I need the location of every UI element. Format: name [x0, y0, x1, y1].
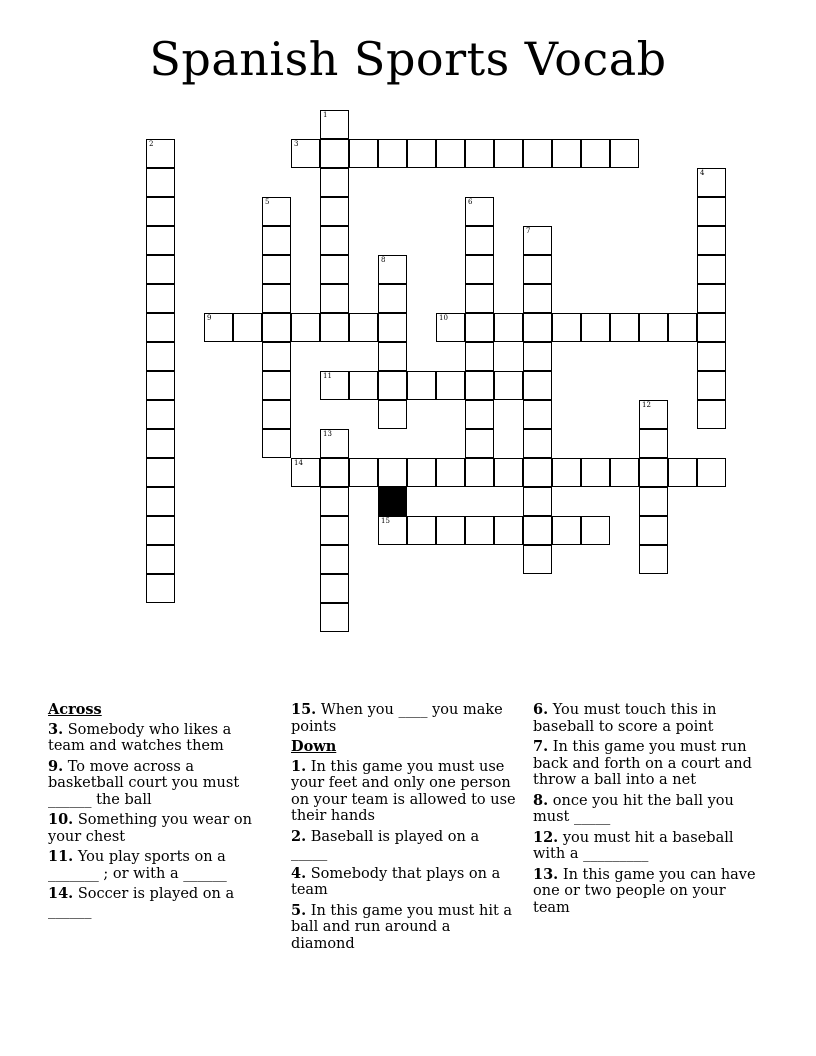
clue-number: 12.	[533, 828, 559, 846]
grid-cell[interactable]	[639, 458, 668, 487]
grid-cell[interactable]	[697, 226, 726, 255]
grid-cell[interactable]	[523, 516, 552, 545]
clue-number: 13.	[533, 865, 559, 883]
cell-number: 6	[468, 198, 473, 206]
grid-cell[interactable]	[146, 516, 175, 545]
grid-cell[interactable]	[697, 255, 726, 284]
grid-cell[interactable]	[146, 371, 175, 400]
grid-cell[interactable]	[320, 487, 349, 516]
grid-cell[interactable]	[378, 400, 407, 429]
grid-cell[interactable]	[378, 139, 407, 168]
clues-column-2	[291, 702, 517, 956]
clue-text: Something you wear on your chest	[48, 812, 252, 845]
grid-cell[interactable]	[523, 139, 552, 168]
grid-cell[interactable]	[320, 284, 349, 313]
cell-number: 5	[265, 198, 270, 206]
across-clue-3	[48, 722, 270, 755]
grid-cell[interactable]	[146, 342, 175, 371]
across-clue-10	[48, 812, 270, 845]
grid-cell[interactable]	[465, 458, 494, 487]
grid-cell[interactable]	[494, 139, 523, 168]
grid-cell[interactable]	[378, 516, 407, 545]
clue-number: 5.	[291, 901, 307, 919]
grid-cell[interactable]	[523, 400, 552, 429]
grid-cell[interactable]	[262, 342, 291, 371]
clue-number: 6.	[533, 701, 549, 718]
grid-cell[interactable]	[697, 168, 726, 197]
grid-cell[interactable]	[146, 313, 175, 342]
grid-cell[interactable]	[552, 516, 581, 545]
down-clue-2	[291, 829, 517, 862]
cell-number: 12	[642, 401, 651, 409]
grid-cell[interactable]	[233, 313, 262, 342]
grid-cell[interactable]	[378, 458, 407, 487]
black-cell	[378, 487, 407, 516]
cell-number: 7	[526, 227, 531, 235]
grid-cell[interactable]	[146, 226, 175, 255]
grid-cell[interactable]	[407, 139, 436, 168]
across-clue-15	[291, 702, 517, 735]
grid-cell[interactable]	[523, 226, 552, 255]
clue-number: 3.	[48, 720, 64, 738]
grid-cell[interactable]	[639, 487, 668, 516]
down-clue-5	[291, 903, 517, 953]
grid-cell[interactable]	[146, 400, 175, 429]
clue-text: In this game you can have one or two people on your team	[533, 866, 756, 916]
cell-number: 15	[381, 517, 390, 525]
grid-cell[interactable]	[378, 342, 407, 371]
grid-cell[interactable]	[523, 371, 552, 400]
grid-cell[interactable]	[494, 371, 523, 400]
clues-column-1	[48, 702, 270, 923]
grid-cell[interactable]	[436, 139, 465, 168]
grid-cell[interactable]	[146, 574, 175, 603]
grid-cell[interactable]	[378, 255, 407, 284]
across-clue-9	[48, 759, 270, 809]
grid-cell[interactable]	[494, 458, 523, 487]
down-clue-6	[533, 702, 759, 735]
grid-cell[interactable]	[262, 429, 291, 458]
grid-cell[interactable]	[320, 313, 349, 342]
grid-cell[interactable]	[697, 313, 726, 342]
cell-number: 2	[149, 140, 154, 148]
grid-cell[interactable]	[262, 371, 291, 400]
grid-cell[interactable]	[436, 313, 465, 342]
grid-cell[interactable]	[146, 284, 175, 313]
grid-cell[interactable]	[697, 458, 726, 487]
grid-cell[interactable]	[581, 516, 610, 545]
down-clue-7	[533, 739, 759, 789]
clue-text: Baseball is played on a _____	[291, 828, 480, 861]
grid-cell[interactable]	[610, 139, 639, 168]
clue-text: When you ____ you make points	[291, 702, 503, 735]
grid-cell[interactable]	[349, 313, 378, 342]
grid-cell[interactable]	[552, 458, 581, 487]
grid-cell[interactable]	[465, 400, 494, 429]
grid-cell[interactable]	[639, 545, 668, 574]
clue-number: 11.	[48, 848, 74, 865]
grid-cell[interactable]	[465, 516, 494, 545]
grid-cell[interactable]	[523, 342, 552, 371]
grid-cell[interactable]	[639, 400, 668, 429]
clue-text: Somebody that plays on a team	[291, 865, 501, 898]
grid-cell[interactable]	[494, 516, 523, 545]
grid-cell[interactable]	[581, 458, 610, 487]
grid-cell[interactable]	[523, 429, 552, 458]
grid-cell[interactable]	[291, 458, 320, 487]
grid-cell[interactable]	[465, 139, 494, 168]
grid-cell[interactable]	[581, 313, 610, 342]
grid-cell[interactable]	[146, 458, 175, 487]
clue-number: 4.	[291, 864, 307, 882]
down-heading: Down	[291, 738, 337, 755]
grid-cell[interactable]	[465, 342, 494, 371]
clue-number: 2.	[291, 827, 307, 845]
clue-number: 10.	[48, 811, 74, 828]
grid-cell[interactable]	[552, 139, 581, 168]
grid-cell[interactable]	[262, 400, 291, 429]
grid-cell[interactable]	[320, 429, 349, 458]
grid-cell[interactable]	[697, 342, 726, 371]
grid-cell[interactable]	[697, 197, 726, 226]
grid-cell[interactable]	[146, 429, 175, 458]
clue-text: In this game you must run back and forth on a court and throw a ball into a net	[533, 739, 752, 788]
grid-cell[interactable]	[146, 197, 175, 226]
down-clue-4	[291, 866, 517, 899]
cell-number: 13	[323, 430, 332, 438]
grid-cell[interactable]	[349, 139, 378, 168]
grid-cell[interactable]	[204, 313, 233, 342]
clue-number: 8.	[533, 791, 549, 809]
cell-number: 9	[207, 314, 212, 322]
clue-text: In this game you must hit a ball and run around a diamond	[291, 902, 513, 952]
cell-number: 8	[381, 256, 386, 264]
grid-cell[interactable]	[262, 197, 291, 226]
cell-number: 10	[439, 314, 448, 322]
grid-cell[interactable]	[436, 458, 465, 487]
grid-cell[interactable]	[291, 139, 320, 168]
grid-cell[interactable]	[320, 110, 349, 139]
grid-cell[interactable]	[436, 516, 465, 545]
grid-cell[interactable]	[320, 371, 349, 400]
grid-cell[interactable]	[581, 139, 610, 168]
grid-cell[interactable]	[320, 516, 349, 545]
grid-cell[interactable]	[320, 458, 349, 487]
grid-cell[interactable]	[639, 429, 668, 458]
grid-cell[interactable]	[697, 400, 726, 429]
grid-cell[interactable]	[378, 371, 407, 400]
grid-cell[interactable]	[668, 458, 697, 487]
clue-text: To move across a basketball court you must ______ the ball	[48, 758, 240, 808]
across-clue-11	[48, 849, 270, 882]
grid-cell[interactable]	[523, 545, 552, 574]
clue-text: you must hit a baseball with a _________	[533, 829, 734, 862]
cell-number: 3	[294, 140, 299, 148]
clue-text: You must touch this in baseball to score a point	[533, 702, 717, 735]
across-clue-14	[48, 886, 270, 919]
clue-number: 15.	[291, 701, 317, 718]
grid-cell[interactable]	[262, 226, 291, 255]
clue-text: Soccer is played on a ______	[48, 886, 235, 919]
cell-number: 1	[323, 111, 328, 119]
grid-cell[interactable]	[146, 168, 175, 197]
down-clue-13	[533, 867, 759, 917]
grid-cell[interactable]	[494, 313, 523, 342]
grid-cell[interactable]	[407, 371, 436, 400]
grid-cell[interactable]	[349, 458, 378, 487]
grid-cell[interactable]	[320, 197, 349, 226]
across-heading: Across	[48, 701, 102, 718]
grid-cell[interactable]	[465, 429, 494, 458]
grid-cell[interactable]	[697, 284, 726, 313]
grid-cell[interactable]	[320, 603, 349, 632]
down-clue-8	[533, 793, 759, 826]
grid-cell[interactable]	[639, 313, 668, 342]
grid-cell[interactable]	[610, 313, 639, 342]
grid-cell[interactable]	[146, 139, 175, 168]
grid-cell[interactable]	[146, 255, 175, 284]
grid-cell[interactable]	[523, 313, 552, 342]
grid-cell[interactable]	[407, 516, 436, 545]
page-title: Spanish Sports Vocab	[149, 32, 667, 86]
grid-cell[interactable]	[378, 313, 407, 342]
grid-cell[interactable]	[523, 255, 552, 284]
grid-cell[interactable]	[465, 313, 494, 342]
grid-cell[interactable]	[291, 313, 320, 342]
grid-cell[interactable]	[262, 284, 291, 313]
clue-text: In this game you must use your feet and only one person on your team is allowed to use their hands	[291, 758, 516, 824]
grid-cell[interactable]	[523, 458, 552, 487]
grid-cell[interactable]	[610, 458, 639, 487]
grid-cell[interactable]	[465, 255, 494, 284]
clue-number: 14.	[48, 885, 74, 902]
grid-cell[interactable]	[407, 458, 436, 487]
grid-cell[interactable]	[320, 226, 349, 255]
cell-number: 4	[700, 169, 705, 177]
grid-cell[interactable]	[320, 168, 349, 197]
grid-cell[interactable]	[523, 284, 552, 313]
grid-cell[interactable]	[552, 313, 581, 342]
cell-number: 14	[294, 459, 303, 467]
clue-number: 1.	[291, 757, 307, 775]
grid-cell[interactable]	[465, 197, 494, 226]
cell-number: 11	[323, 372, 332, 380]
grid-cell[interactable]	[465, 226, 494, 255]
grid-cell[interactable]	[146, 545, 175, 574]
clue-text: Somebody who likes a team and watches them	[48, 721, 232, 754]
down-clue-1	[291, 759, 517, 825]
grid-cell[interactable]	[349, 371, 378, 400]
clue-text: You play sports on a _______ ; or with a ______	[48, 849, 227, 882]
grid-cell[interactable]	[436, 371, 465, 400]
down-clue-12	[533, 830, 759, 863]
grid-cell[interactable]	[146, 487, 175, 516]
grid-cell[interactable]	[697, 371, 726, 400]
grid-cell[interactable]	[262, 313, 291, 342]
grid-cell[interactable]	[320, 574, 349, 603]
grid-cell[interactable]	[320, 139, 349, 168]
clue-number: 7.	[533, 738, 549, 755]
clues-column-3	[533, 702, 759, 920]
grid-cell[interactable]	[465, 284, 494, 313]
clue-number: 9.	[48, 757, 64, 775]
grid-cell[interactable]	[378, 284, 407, 313]
grid-cell[interactable]	[320, 545, 349, 574]
grid-cell[interactable]	[262, 255, 291, 284]
grid-cell[interactable]	[668, 313, 697, 342]
grid-cell[interactable]	[465, 371, 494, 400]
grid-cell[interactable]	[523, 487, 552, 516]
grid-cell[interactable]	[639, 516, 668, 545]
clue-text: once you hit the ball you must _____	[533, 792, 734, 825]
grid-cell[interactable]	[320, 255, 349, 284]
